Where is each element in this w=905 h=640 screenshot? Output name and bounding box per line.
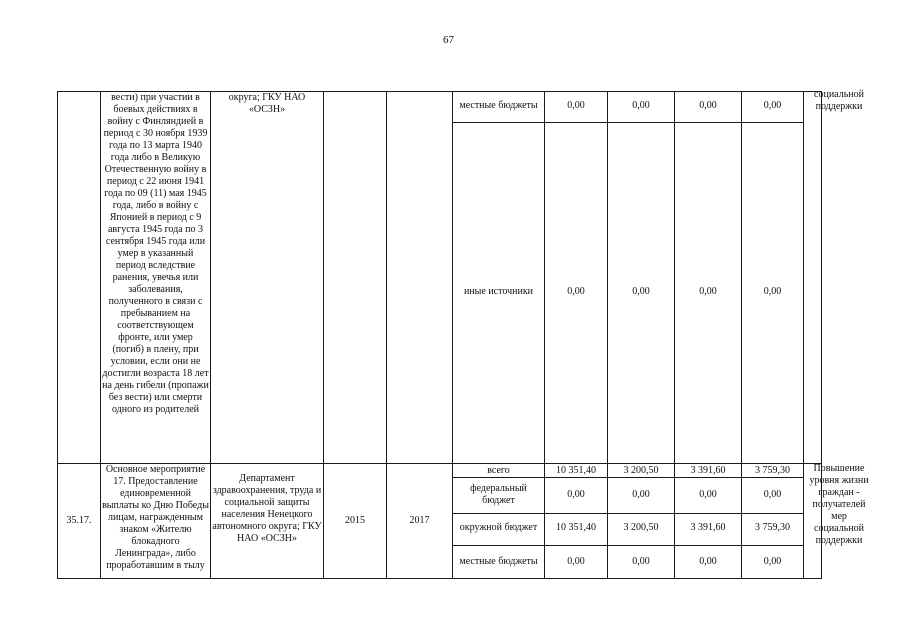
funding-year3-value: 0,00 — [763, 556, 782, 567]
page-number: 67 — [443, 34, 454, 46]
funding-year1-value: 0,00 — [632, 556, 650, 567]
measure-description: Основное мероприятие 17. Предоставление единовременной выплаты ко Дню Победы лицам, награжденным знаком «Жителю блокадного Ленинграда», либо проработавшим в тылу — [102, 464, 209, 571]
executor: Департамент здравоохранения, труда и социальной защиты населения Ненецкого автономного округа; ГКУ НАО «ОСЗН» — [212, 473, 322, 544]
executor-continued: округа; ГКУ НАО «ОСЗН» — [228, 92, 306, 115]
end-year: 2017 — [409, 515, 430, 526]
start-year: 2015 — [345, 515, 365, 526]
funding-year3-value: 3 759,30 — [755, 465, 790, 476]
funding-total-value: 0,00 — [567, 556, 585, 567]
row-number: 35.17. — [66, 515, 92, 526]
expected-result: Повышение уровня жизни граждан - получателей мер социальной поддержки — [809, 463, 869, 546]
expected-result-continued: социальной поддержки — [814, 89, 864, 112]
funding-total-value: 10 351,40 — [556, 465, 596, 476]
funding-year1-value: 3 200,50 — [623, 465, 659, 476]
funding-total-value: 0,00 — [567, 100, 585, 111]
funding-year2-value: 0,00 — [699, 489, 717, 500]
funding-source-label: местные бюджеты — [459, 556, 538, 567]
funding-year3-value: 0,00 — [763, 100, 782, 111]
funding-source-label: федеральный бюджет — [470, 483, 527, 506]
funding-year2-value: 0,00 — [699, 100, 717, 111]
funding-year2-value: 0,00 — [699, 556, 717, 567]
funding-year1-value: 0,00 — [632, 100, 650, 111]
funding-year3-value: 0,00 — [763, 286, 782, 297]
funding-year1-value: 0,00 — [632, 489, 650, 500]
funding-total-value: 0,00 — [567, 489, 585, 500]
funding-year2-value: 3 391,60 — [690, 465, 726, 476]
funding-total-value: 0,00 — [567, 286, 585, 297]
funding-year3-value: 0,00 — [763, 489, 782, 500]
funding-source-label: всего — [487, 465, 510, 476]
funding-total-value: 10 351,40 — [556, 522, 596, 533]
measure-description-continued: вести) при участии в боевых действиях в войну с Финляндией в период с 30 ноября 1939 года по 13 марта 1940 года либо в Великую Отечественную войну в период с 22 июня 1941 года по 09 (11) мая 1945 года, либо в войну с Японией в период с 9 августа 1945 года по 3 сентября 1945 года или умер в указанный период вследствие ранения, увечья или заболевания, полученного в связи с пребыванием на соответствующем фронте, или умер (погиб) в плену, при условии, если они не достигли возраста 18 лет на день гибели (пропажи без вести) или смерти одного из родителей — [102, 92, 209, 415]
funding-source-label: местные бюджеты — [459, 100, 538, 111]
funding-year1-value: 3 200,50 — [623, 522, 659, 533]
funding-year3-value: 3 759,30 — [755, 522, 790, 533]
funding-year2-value: 0,00 — [699, 286, 717, 297]
funding-year1-value: 0,00 — [632, 286, 650, 297]
funding-source-label: окружной бюджет — [459, 522, 538, 533]
funding-source-label: иные источники — [463, 286, 534, 297]
funding-year2-value: 3 391,60 — [690, 522, 726, 533]
